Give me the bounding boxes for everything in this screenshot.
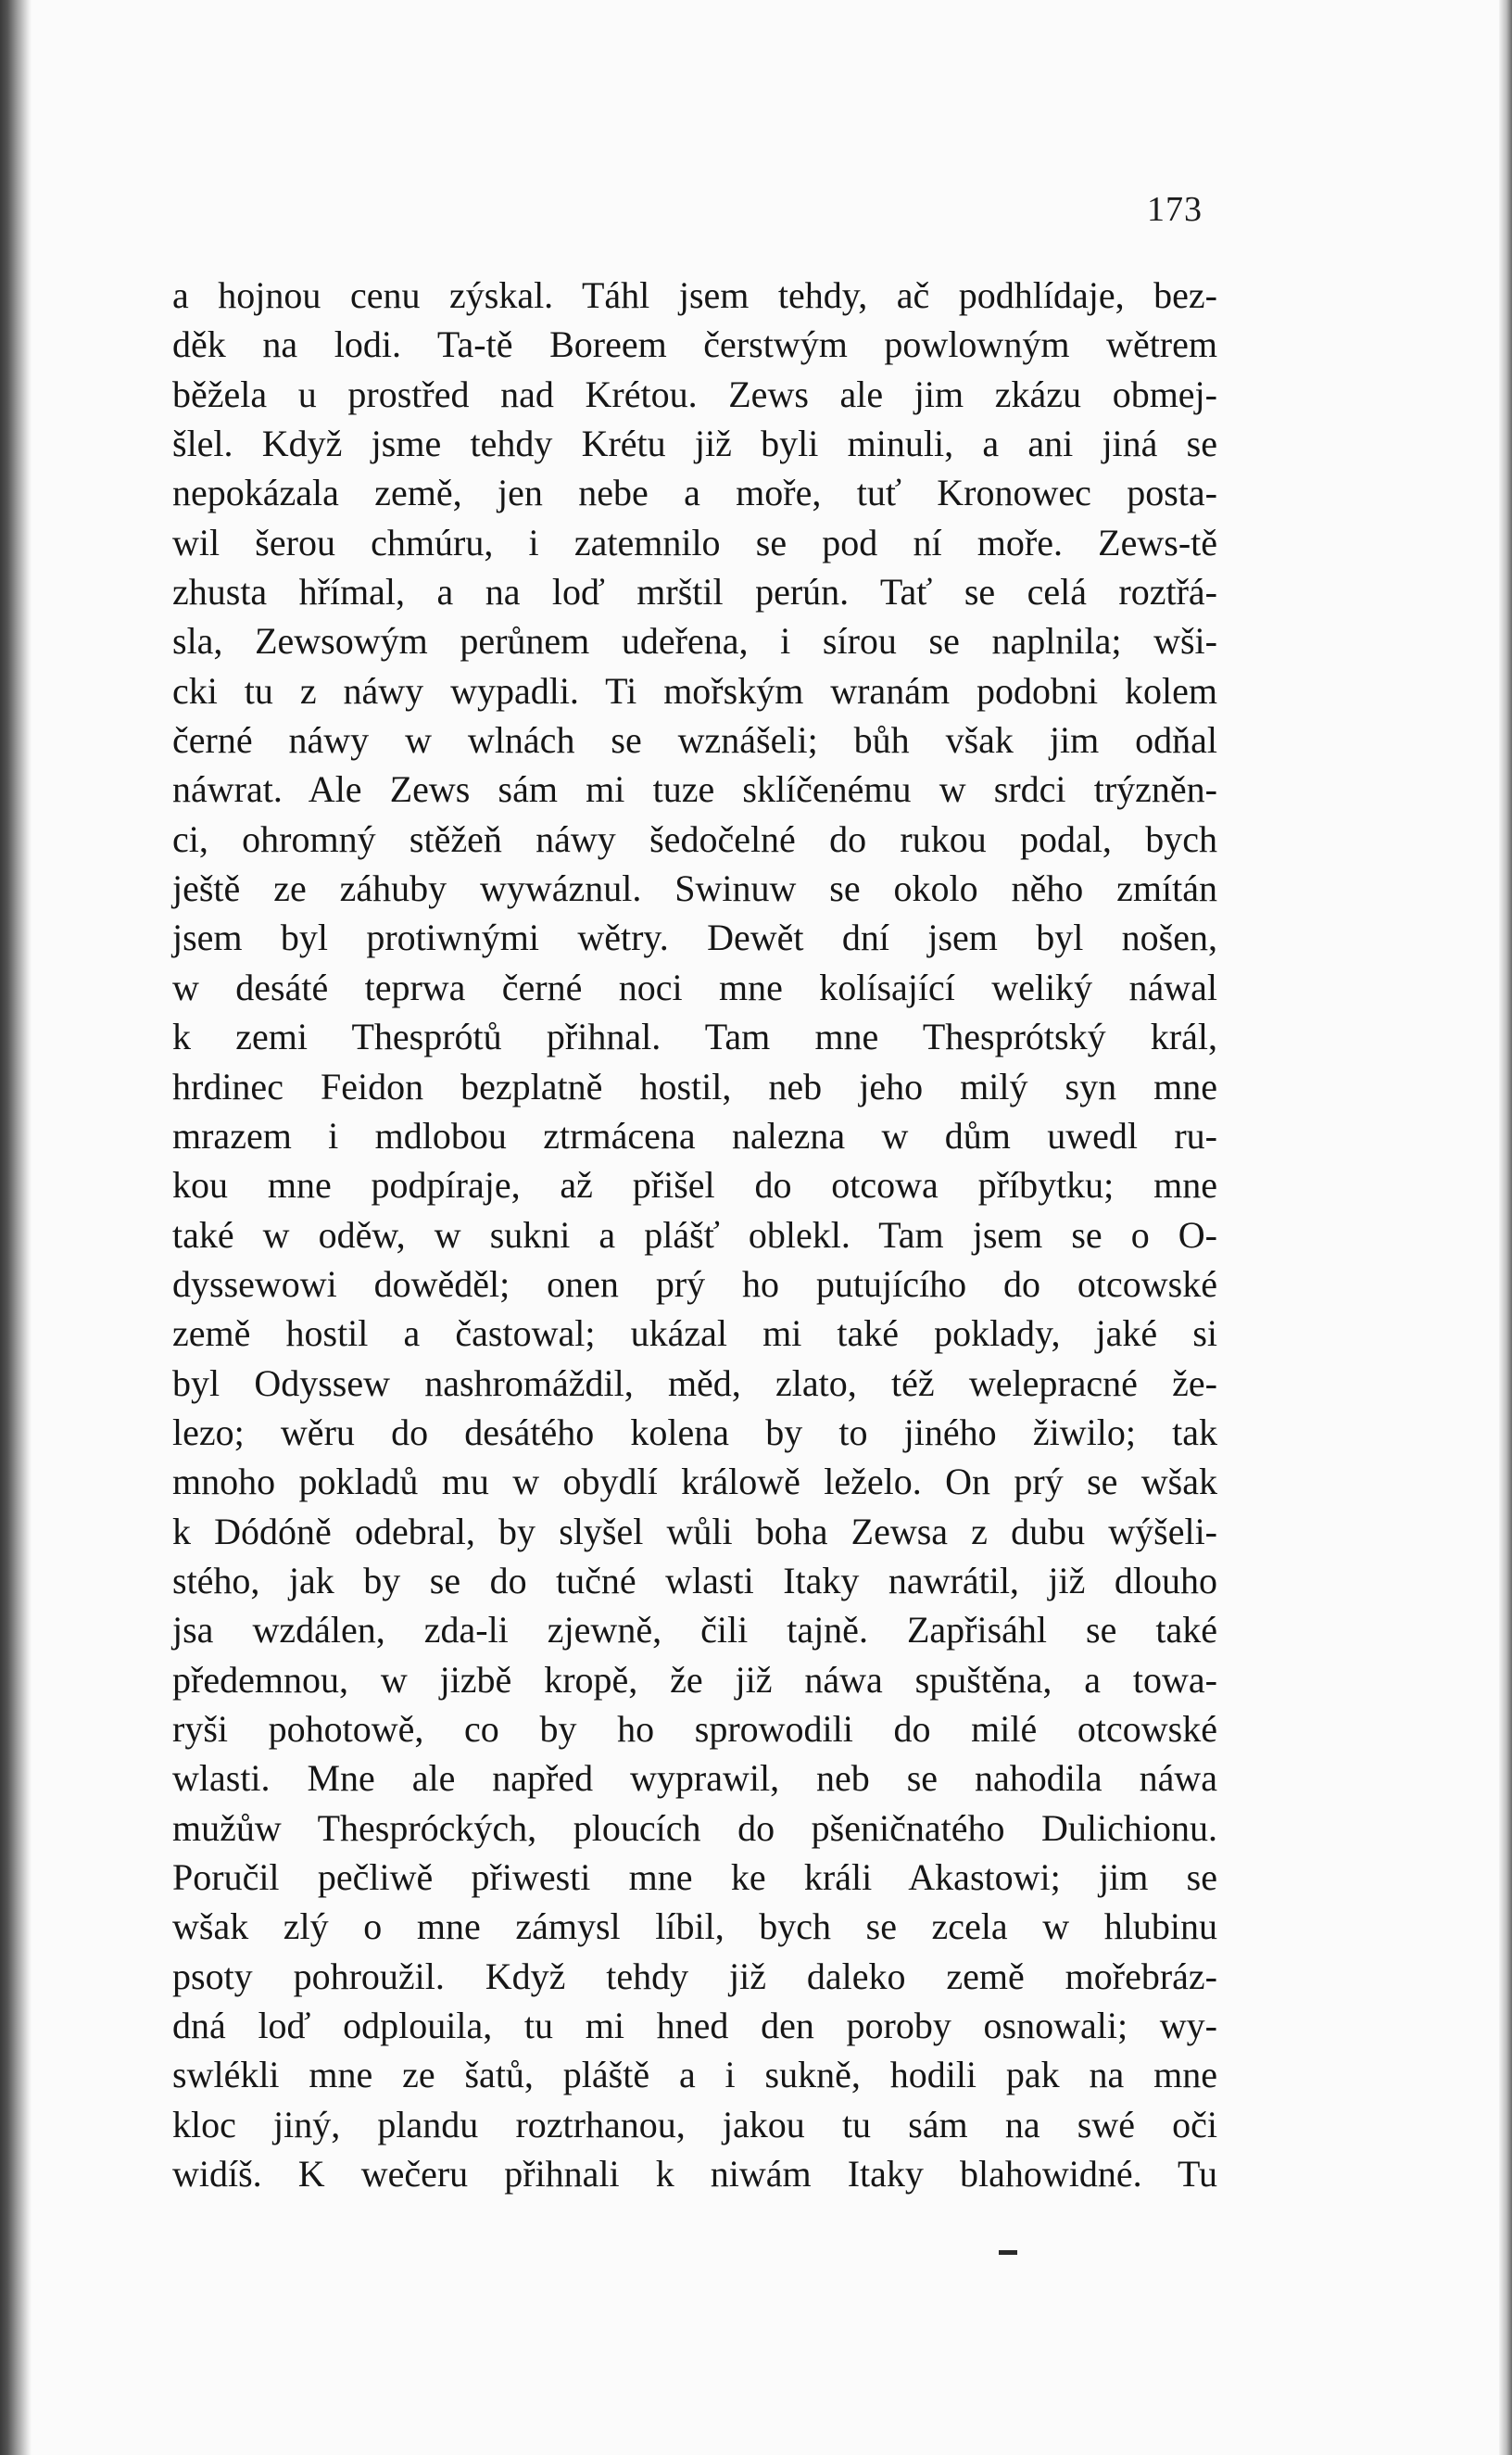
text-line: zhusta hřímal, a na loď mrštil perún. Tať se celá roztřá- <box>172 571 1217 614</box>
text-line: stého, jak by se do tučné wlasti Itaky nawrátil, již dlouho <box>172 1559 1217 1601</box>
text-line: wlasti. Mne ale napřed wyprawil, neb se nahodila náwa <box>172 1757 1217 1800</box>
text-line: nepokázala země, jen nebe a moře, tuť Kronowec posta- <box>172 472 1217 514</box>
text-line: psoty pohroužil. Když tehdy již daleko země mořebráz- <box>172 1955 1217 1997</box>
text-line: ryši pohotowě, co by ho sprowodili do milé otcowské <box>172 1707 1217 1750</box>
page-edge-shadow <box>1499 0 1512 2455</box>
text-line: dyssewowi dowěděl; onen prý ho putujícího do otcowské <box>172 1262 1217 1305</box>
text-line: mužůw Thespróckých, ploucích do pšeničnatého Dulichionu. <box>172 1806 1217 1849</box>
text-line: ještě ze záhuby wywáznul. Swinuw se okolo něho zmítán <box>172 867 1217 910</box>
footer-dash-mark <box>999 2250 1017 2255</box>
text-line: wšak zlý o mne zámysl líbil, bych se zcela w hlubinu <box>172 1905 1217 1948</box>
text-line: byl Odyssew nashromáždil, měd, zlato, též welepracné že- <box>172 1361 1217 1404</box>
text-line: hrdinec Feidon bezplatně hostil, neb jeho milý syn mne <box>172 1065 1217 1107</box>
text-line: w desáté teprwa černé noci mne kolísající weliký náwal <box>172 966 1217 1008</box>
text-line: náwrat. Ale Zews sám mi tuze sklíčenému w srdci trýzněn- <box>172 768 1217 811</box>
text-line: země hostil a častowal; ukázal mi také poklady, jaké si <box>172 1312 1217 1355</box>
text-line: Poručil pečliwě přiwesti mne ke králi Akastowi; jim se <box>172 1856 1217 1898</box>
text-line: wil šerou chmúru, i zatemnilo se pod ní moře. Zews-tě <box>172 521 1217 563</box>
body-text <box>172 271 1217 2198</box>
text-line: černé náwy w wlnách se wznášeli; bůh však jim odňal <box>172 719 1217 762</box>
text-line: kloc jiný, plandu roztrhanou, jakou tu sám na swé oči <box>172 2103 1217 2145</box>
text-line: dná loď odplouila, tu mi hned den poroby osnowali; wy- <box>172 2005 1217 2047</box>
page-number: 173 <box>1147 190 1203 229</box>
text-line: jsem byl protiwnými wětry. Dewět dní jsem byl nošen, <box>172 917 1217 959</box>
page-binding-shadow <box>0 0 32 2455</box>
text-line: ci, ohromný stěžeň náwy šedočelné do rukou podal, bych <box>172 817 1217 860</box>
text-line: lezo; wěru do desátého kolena by to jiného žiwilo; tak <box>172 1411 1217 1453</box>
text-line: jsa wzdálen, zda-li zjewně, čili tajně. Zapřisáhl se také <box>172 1609 1217 1651</box>
text-line: děk na lodi. Ta-tě Boreem čerstwým powlowným wětrem <box>172 323 1217 366</box>
text-line: běžela u prostřed nad Krétou. Zews ale jim zkázu obmej- <box>172 373 1217 415</box>
text-line: mnoho pokladů mu w obydlí králowě leželo. On prý se wšak <box>172 1461 1217 1503</box>
text-line: a hojnou cenu zýskal. Táhl jsem tehdy, ač podhlídaje, bez- <box>172 274 1217 316</box>
text-line: kou mne podpíraje, až přišel do otcowa příbytku; mne <box>172 1164 1217 1207</box>
text-line: předemnou, w jizbě kropě, že již náwa spuštěna, a towa- <box>172 1658 1217 1701</box>
text-line: widíš. K wečeru přihnali k niwám Itaky blahowidné. Tu <box>172 2153 1217 2196</box>
text-line: šlel. Když jsme tehdy Krétu již byli minuli, a ani jiná se <box>172 423 1217 465</box>
text-line: cki tu z náwy wypadli. Ti mořským wranám podobni kolem <box>172 669 1217 712</box>
text-line: k zemi Thesprótů přihnal. Tam mne Thesprótský král, <box>172 1016 1217 1058</box>
text-line: sla, Zewsowým perůnem udeřena, i sírou se naplnila; wši- <box>172 620 1217 663</box>
text-line: také w oděw, w sukni a plášť oblekl. Tam jsem se o O- <box>172 1213 1217 1256</box>
text-line: k Dódóně odebral, by slyšel wůli boha Zewsa z dubu wýšeli- <box>172 1510 1217 1552</box>
text-line: swlékli mne ze šatů, pláště a i sukně, hodili pak na mne <box>172 2054 1217 2096</box>
text-line: mrazem i mdlobou ztrmácena nalezna w dům uwedl ru- <box>172 1114 1217 1157</box>
